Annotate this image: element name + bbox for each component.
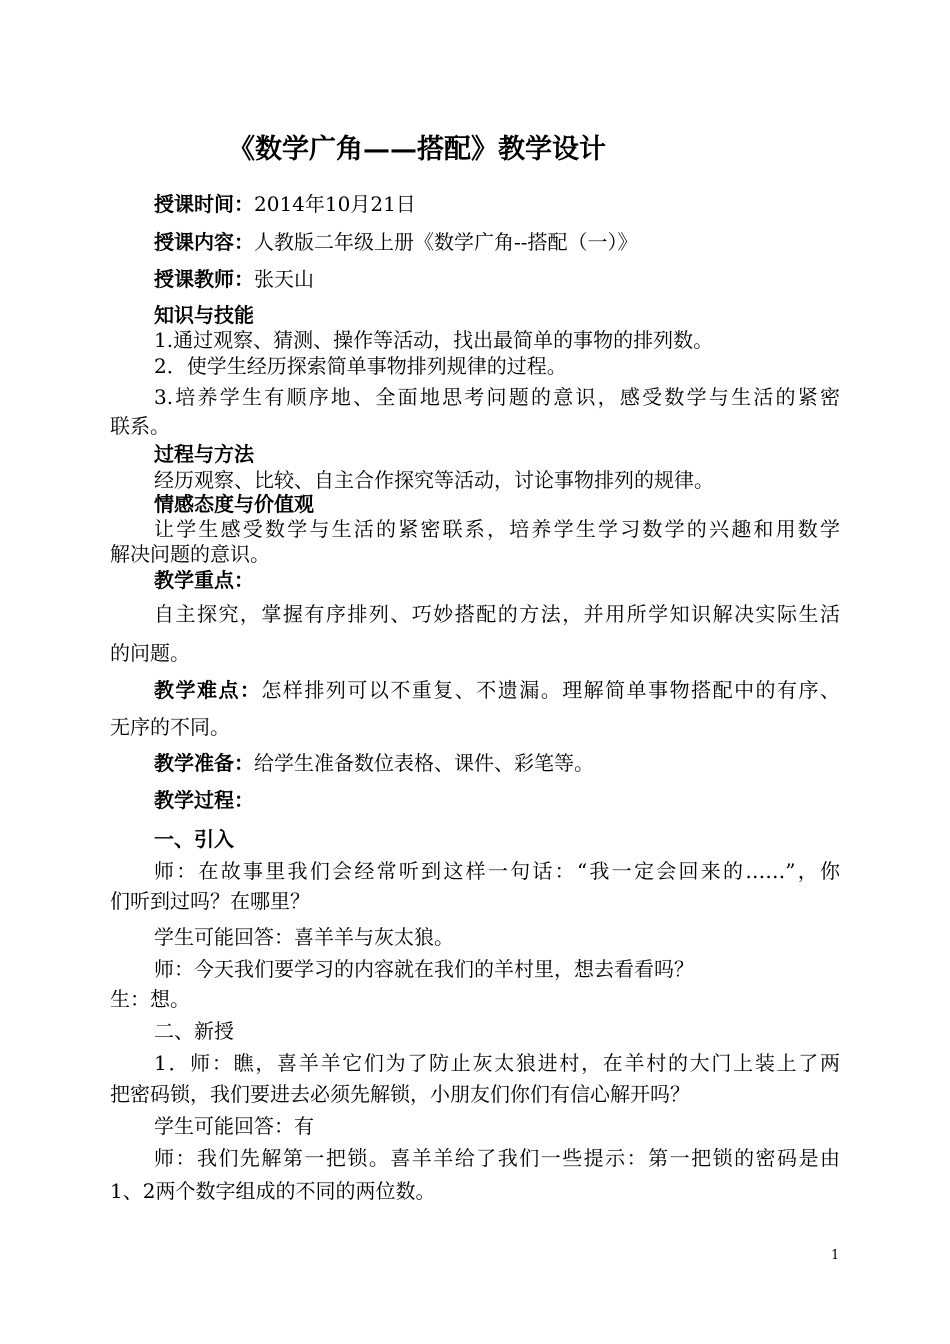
paragraph-line: 师：我们先解第一把锁。喜羊羊给了我们一些提示：第一把锁的密码是由 — [154, 1146, 840, 1170]
paragraph-line: 联系。 — [110, 414, 170, 438]
paragraph-line: 生：想。 — [110, 987, 190, 1011]
difficulty-text: 怎样排列可以不重复、不遗漏。理解简单事物搭配中的有序、 — [261, 678, 841, 702]
lesson-time — [154, 191, 416, 217]
section-heading: 知识与技能 — [154, 303, 254, 327]
preparation-text: 给学生准备数位表格、课件、彩笔等。 — [254, 751, 594, 775]
paragraph-line: 自主探究，掌握有序排列、巧妙搭配的方法，并用所学知识解决实际生活 — [154, 602, 840, 626]
section-heading: 教学过程： — [154, 788, 254, 812]
paragraph-line: 把密码锁，我们要进去必须先解锁，小朋友们你们有信心解开吗？ — [110, 1082, 690, 1106]
paragraph-line: 经历观察、比较、自主合作探究等活动，讨论事物排列的规律。 — [154, 468, 714, 492]
difficulty-label: 教学难点： — [154, 678, 262, 702]
paragraph-line: 学生可能回答：有 — [154, 1114, 314, 1138]
section-heading: 教学重点： — [154, 568, 254, 592]
paragraph-line: 的问题。 — [110, 641, 190, 665]
paragraph-line: 解决问题的意识。 — [110, 542, 270, 566]
paragraph-line: 2．使学生经历探索简单事物排列规律的过程。 — [154, 354, 567, 378]
lesson-content-value: 人教版二年级上册《数学广角--搭配（一）》 — [254, 230, 638, 254]
paragraph-line: 无序的不同。 — [110, 715, 230, 739]
paragraph-line: 1、2两个数字组成的不同的两位数。 — [110, 1179, 436, 1203]
paragraph-line: 们听到过吗？在哪里？ — [110, 889, 310, 913]
section-heading: 过程与方法 — [154, 442, 254, 466]
section-heading: 情感态度与价值观 — [154, 492, 314, 516]
paragraph-line: 1.通过观察、猜测、操作等活动，找出最简单的事物的排列数。 — [154, 328, 714, 352]
paragraph-line: 学生可能回答：喜羊羊与灰太狼。 — [154, 925, 454, 949]
difficulty-line — [154, 677, 840, 703]
paragraph-line: 师：在故事里我们会经常听到这样一句话：“我一定会回来的……”，你 — [154, 859, 840, 883]
section-heading: 一、引入 — [154, 827, 234, 851]
paragraph-line: 3.培养学生有顺序地、全面地思考问题的意识，感受数学与生活的紧密 — [154, 385, 840, 409]
lesson-teacher-label: 授课教师： — [154, 267, 254, 291]
lesson-content — [154, 229, 638, 255]
lesson-teacher-value: 张天山 — [254, 267, 314, 291]
paragraph-line: 让学生感受数学与生活的紧密联系，培养学生学习数学的兴趣和用数学 — [154, 517, 840, 541]
lesson-time-value: 2014年10月21日 — [254, 192, 416, 216]
paragraph-line: 1．师：瞧，喜羊羊它们为了防止灰太狼进村，在羊村的大门上装上了两 — [154, 1051, 840, 1075]
lesson-time-label: 授课时间： — [154, 192, 254, 216]
lesson-teacher — [154, 266, 314, 292]
paragraph-line: 师：今天我们要学习的内容就在我们的羊村里，想去看看吗？ — [154, 957, 694, 981]
document-title: 《数学广角——搭配》教学设计 — [228, 134, 606, 165]
section-heading: 二、新授 — [154, 1019, 234, 1043]
preparation-line — [154, 750, 594, 776]
page-number: 1 — [831, 1248, 840, 1263]
preparation-label: 教学准备： — [154, 751, 254, 775]
lesson-content-label: 授课内容： — [154, 230, 254, 254]
